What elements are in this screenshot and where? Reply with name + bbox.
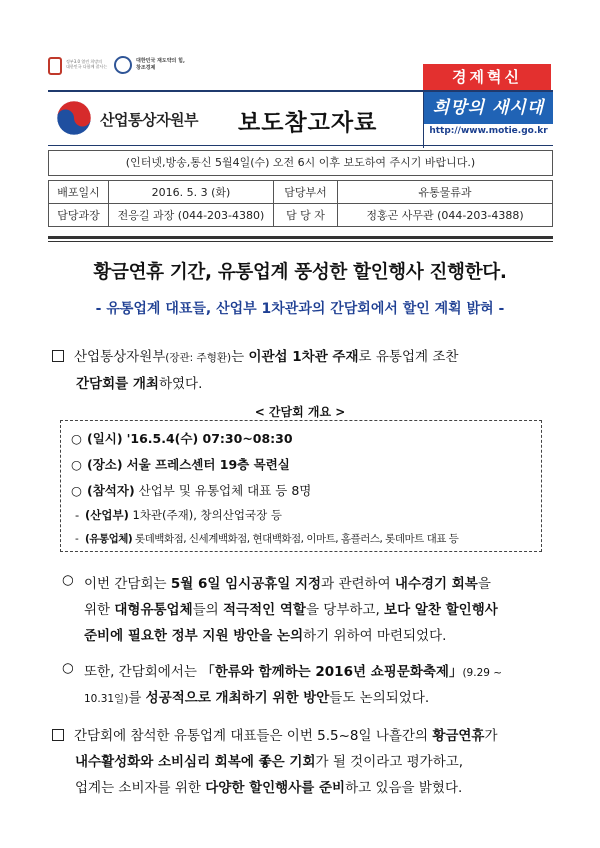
circle-bullet: ○ [62, 572, 74, 588]
text: 하기 위하여 마련되었다. [303, 628, 447, 644]
paragraph-line [75, 776, 462, 796]
text: 이번 간담회는 [84, 576, 171, 592]
creative-economy-logo [114, 54, 185, 80]
slogan-box [423, 92, 553, 148]
text: 또한, 간담회에서는 [84, 664, 202, 680]
row-label: (장소) [87, 457, 123, 472]
gov30-logo [48, 54, 108, 80]
text: 로 유통업계 조찬 [358, 349, 459, 365]
dash-bullet: - [75, 533, 79, 545]
staff-label: 담 당 자 [274, 204, 338, 227]
creative-economy-text: 대한민국 재도약의 힘, [136, 58, 185, 64]
text: (장관: 주형환) [165, 352, 232, 364]
circle-bullet: ○ [62, 660, 74, 676]
creative-economy-text: 창조경제 [136, 65, 156, 71]
document-type: 보도참고자료 [238, 110, 378, 136]
ministry-name: 산업통상자원부 [100, 111, 198, 129]
square-bullet-icon [52, 729, 64, 741]
divider [48, 241, 553, 242]
taegeuk-logo-icon [56, 100, 92, 136]
manager-value: 전응길 과장 (044-203-4380) [109, 204, 274, 227]
text: 를 [128, 690, 146, 706]
row-value: 1차관(주재), 창의산업국장 등 [132, 508, 282, 522]
text: 가 [484, 728, 498, 744]
row-label: (일시) [87, 431, 123, 446]
text: 들도 논의되었다. [329, 690, 430, 706]
meeting-overview-title: < 간담회 개요 > [254, 405, 346, 419]
subheadline: - 유통업계 대표들, 산업부 1차관과의 간담회에서 할인 계획 밝혀 - [95, 301, 505, 317]
row-value: '16.5.4(수) 07:30~08:30 [126, 431, 293, 446]
meeting-row [71, 481, 311, 499]
text: 을 [477, 576, 491, 592]
circle-bullet: ○ [71, 457, 82, 472]
text-bold: 내수활성화와 소비심리 회복에 좋은 기회 [75, 754, 316, 770]
row-value: 롯데백화점, 신세계백화점, 현대백화점, 이마트, 홈플러스, 롯데마트 대표 등 [135, 533, 459, 545]
row-value: 서울 프레스센터 19층 목련실 [126, 457, 290, 472]
date-value: 2016. 5. 3 (화) [109, 181, 274, 204]
text-bold: 「한류와 함께하는 2016년 쇼핑문화축제」 [201, 664, 463, 680]
text: (9.29 ~ [462, 667, 503, 679]
creative-economy-icon [114, 56, 132, 74]
paragraph-line [75, 750, 463, 770]
text: 과 관련하여 [321, 576, 395, 592]
row-label: (산업부) [85, 508, 129, 522]
text-bold: 성공적으로 개최하기 위한 방안 [145, 690, 330, 706]
text: 하였다. [158, 376, 203, 392]
text: 하고 있음을 밝혔다. [345, 780, 463, 796]
dept-label: 담당부서 [274, 181, 338, 204]
divider [48, 236, 553, 239]
date-label: 배포일시 [49, 181, 109, 204]
table-row [49, 181, 553, 204]
text-bold: 보다 알찬 할인행사 [384, 602, 498, 618]
text-bold: 5월 6일 임시공휴일 지정 [170, 576, 322, 592]
text-bold: 황금연휴 [432, 728, 485, 744]
text-bold: 다양한 할인행사 [205, 780, 302, 796]
meeting-row [71, 429, 293, 447]
economic-innovation-tag: 경제혁신 [423, 64, 551, 90]
meeting-overview-box [60, 420, 542, 552]
meeting-row [75, 507, 282, 523]
text-bold: 준비에 필요한 정부 지원 방안을 논의 [84, 628, 304, 644]
row-label: (유통업체) [85, 533, 133, 545]
text-bold: 이관섭 1차관 주재 [248, 349, 359, 365]
text: 업계는 소비자를 위한 [75, 780, 206, 796]
ministry-url[interactable]: http://www.motie.go.kr [429, 126, 548, 136]
text-bold: 간담회를 개최 [76, 376, 159, 392]
text-bold: 를 준비 [301, 780, 346, 796]
text: 들의 [192, 602, 223, 618]
text: 는 [231, 349, 249, 365]
gov30-logo-icon [48, 57, 62, 75]
dept-value: 유통물류과 [338, 181, 553, 204]
partner-logos [48, 54, 185, 80]
gov30-logo-text: 대한민국 다함께 잘사는 [66, 64, 108, 69]
embargo-notice: (인터넷,방송,통신 5월4일(수) 오전 6시 이후 보도하여 주시기 바랍니다.) [48, 150, 553, 176]
circle-bullet: ○ [71, 483, 82, 498]
text-bold: 적극적인 역할 [223, 602, 306, 618]
row-value: 산업부 및 유통업체 대표 등 8명 [138, 483, 312, 498]
manager-label: 담당과장 [49, 204, 109, 227]
text-bold: 내수경기 회복 [394, 576, 478, 592]
staff-value: 정홍곤 사무관 (044-203-4388) [338, 204, 553, 227]
row-label: (참석자) [87, 483, 135, 498]
square-bullet-icon [52, 350, 64, 362]
text: 산업통상자원부 [74, 349, 166, 365]
dash-bullet: - [75, 508, 80, 522]
paragraph-line [52, 724, 498, 744]
text: 위한 [84, 602, 115, 618]
gov30-logo-text: 정부3.0 열린 희망의 [66, 59, 102, 64]
text: 10.31일) [84, 693, 129, 705]
circle-bullet: ○ [71, 431, 82, 446]
info-table [48, 180, 553, 227]
table-row [49, 204, 553, 227]
text: 간담회에 참석한 유통업계 대표들은 이번 5.5~8일 나흘간의 [74, 728, 433, 744]
headline: 황금연휴 기간, 유통업계 풍성한 할인행사 진행한다. [93, 262, 507, 283]
slogan-banner: 희망의 새시대 [424, 92, 553, 124]
meeting-row [71, 455, 290, 473]
press-header [48, 90, 553, 146]
text: 을 당부하고, [305, 602, 385, 618]
text-bold: 대형유통업체 [114, 602, 193, 618]
meeting-row [75, 531, 458, 546]
text: 가 될 것이라고 평가하고, [315, 754, 464, 770]
